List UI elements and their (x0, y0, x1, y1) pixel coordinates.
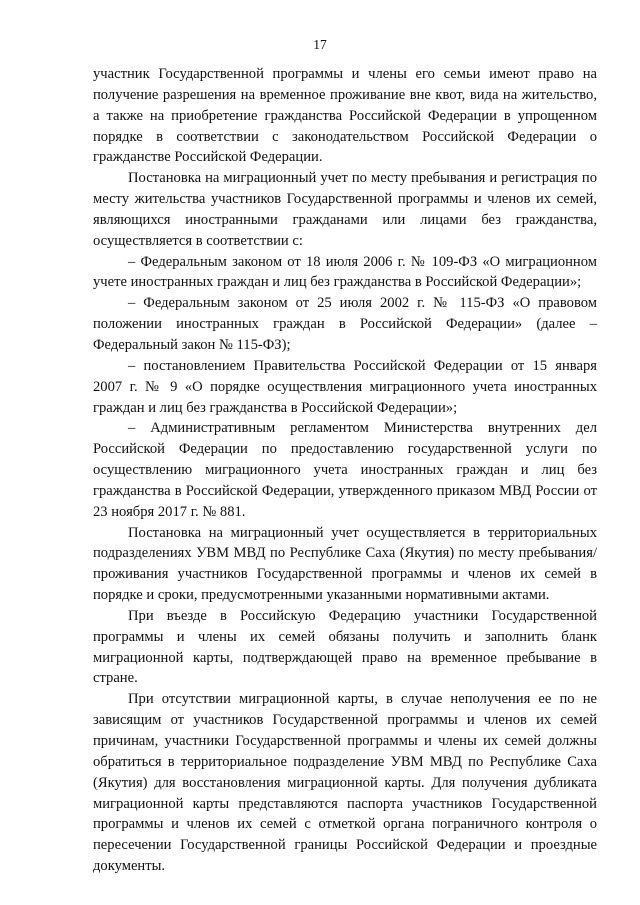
paragraph-missing-card: При отсутствии миграционной карты, в случае неполучения ее по не зависящим от участников Государственной программы и членов их семей причинам, участники Государственной программы и члены их семей должны обратиться в территориальное подразделение УВМ МВД по Республике Саха (Якутия) для восстановления миграционной карты. Для получения дубликата миграционной карты представляются паспорта участников Государственной программы и членов их семей с отметкой органа пограничного контроля о пересечении Государственной границы Российской Федерации и проездные документы. (93, 691, 597, 875)
list-item-government-decree-9: – постановлением Правительства Российской Федерации от 15 января 2007 г. № 9 «О порядке осуществления миграционного учета иностранных граждан и лиц без гражданства в Российской Федерации»; (93, 357, 597, 416)
paragraph-migration-card: При въезде в Российскую Федерацию участники Государственной программы и члены их семей обязаны получить и заполнить бланк миграционной карты, подтверждающей право на временное пребывание в стране. (93, 607, 597, 687)
paragraph-continuation: участник Государственной программы и члены его семьи имеют право на получение разрешения на временное проживание вне квот, вида на жительство, а также на приобретение гражданства Российской Федерации в упрощенном порядке в соответствии с законодательством Российской Федерации о гражданстве Российской Федерации. (93, 66, 597, 166)
list-item-law-115: – Федеральным законом от 25 июля 2002 г. № 115-ФЗ «О правовом положении иностранных граждан в Российской Федерации» (далее – Федеральный закон № 115-ФЗ); (93, 295, 597, 353)
paragraph-territorial-registration: Постановка на миграционный учет осуществляется в территориальных подразделениях УВМ МВД по Республике Саха (Якутия) по месту пребывания/проживания участников Государственной программы и членов их семей в порядке и сроки, предусмотренными указанными нормативными актами. (93, 524, 597, 604)
list-item-law-109: – Федеральным законом от 18 июля 2006 г. № 109-ФЗ «О миграционном учете иностранных граждан и лиц без гражданства в Российской Федерации»; (93, 253, 597, 291)
list-item-administrative-regulation: – Административным регламентом Министерства внутренних дел Российской Федерации по предоставлению государственной услуги по осуществлению миграционного учета иностранных граждан и лиц без гражданства в Российской Федерации, утвержденного приказом МВД России от 23 ноября 2017 г. № 881. (93, 420, 597, 520)
document-body (93, 64, 597, 877)
paragraph-registration-basis: Постановка на миграционный учет по месту пребывания и регистрация по месту жительства участников Государственной программы и членов их семей, являющихся иностранными гражданами или лицами без гражданства, осуществляется в соответствии с: (93, 170, 597, 249)
page-number: 17 (313, 37, 327, 52)
